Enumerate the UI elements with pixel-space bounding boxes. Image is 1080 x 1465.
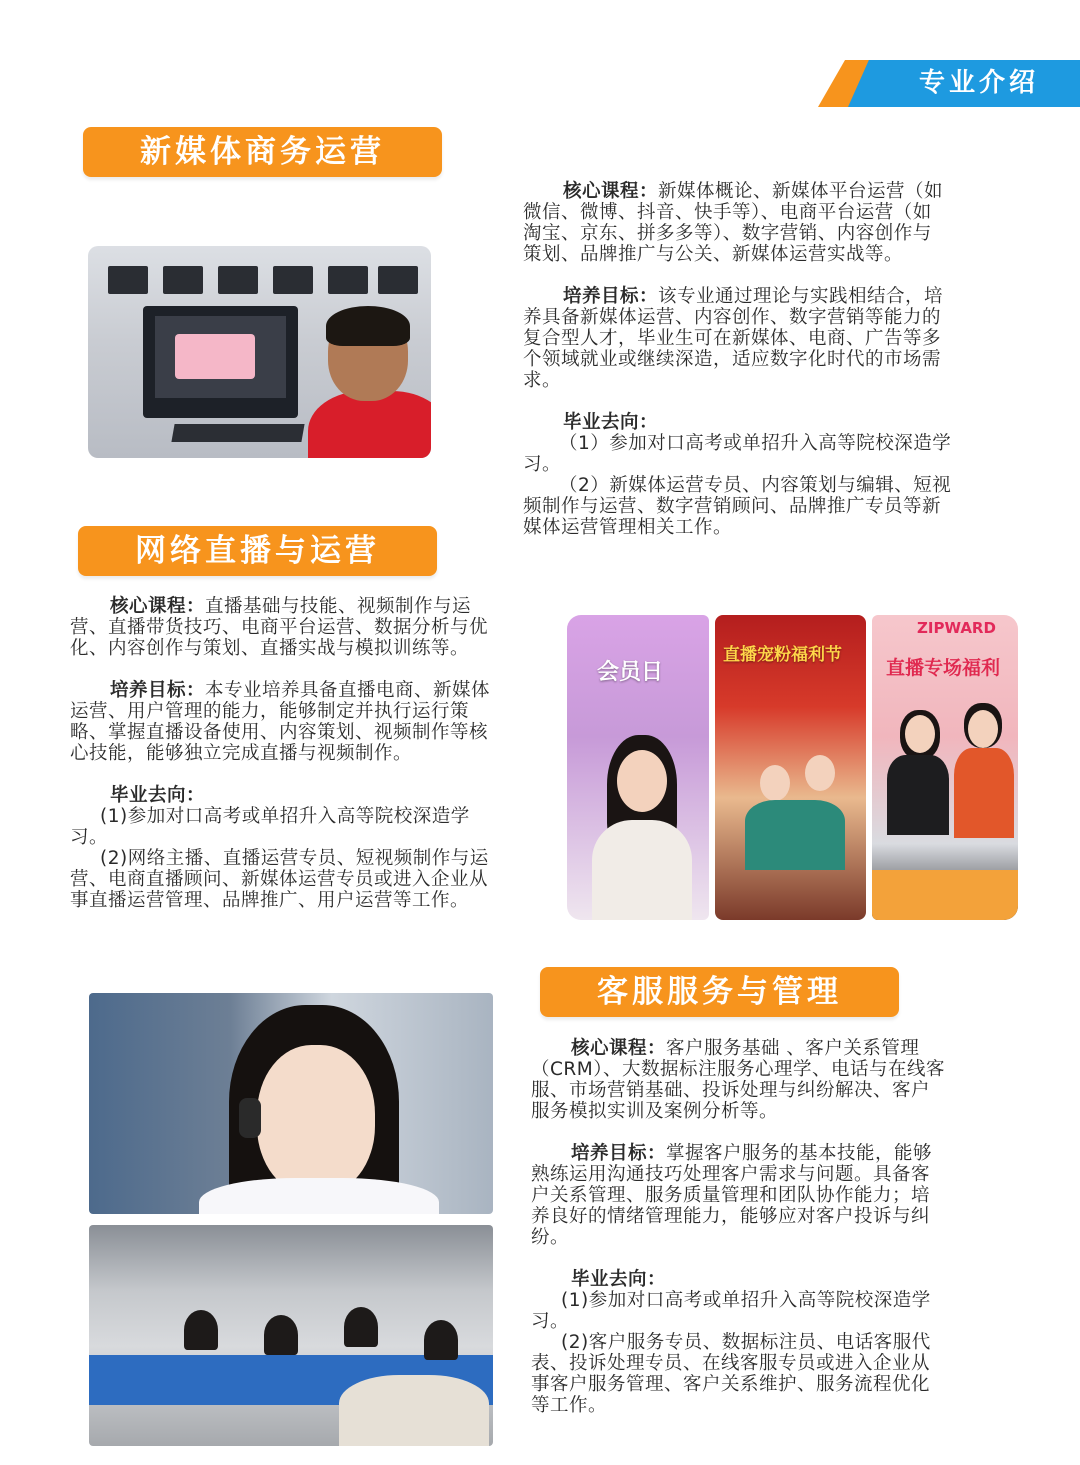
livestream-screenshot-3: ZIPWARD 直播专场福利 (872, 615, 1018, 920)
career-heading: 毕业去向： (563, 412, 659, 433)
livestream-screenshot-2: 直播宠粉福利节 (715, 615, 866, 920)
section1-title: 新媒体商务运营 (83, 127, 442, 177)
call-center-classroom-photo (89, 1225, 493, 1446)
tab-label: 专业介绍 (918, 68, 1039, 98)
section3-title: 客服服务与管理 (540, 967, 899, 1017)
livestream-screenshot-1: 会员日 (567, 615, 709, 920)
section2-text: 核心课程：直播基础与技能、视频制作与运 营、直播带货技巧、电商平台运营、数据分析与优 化、内容创作与策划、直播实战与模拟训练等。 培养目标：本专业培养具备直播电商、新媒体 运营、用户管理的能力，能够制定并执行运行策 略、掌握直播设备使用、内容策划、视频制作等核 心技能，能够独立完成直播与视频制作。 毕业去向： (1)参加对口高考或单招升入高等院校深造学 习。 (2)网络主播、直播运营专员、短视频制作与运 营、电商直播顾问、新媒体运营专员或进入企业从 事直播运营管理、品牌推广、用户运营等工作。 (70, 596, 491, 911)
section3-text: 核心课程：客户服务基础 、客户关系管理 （CRM）、大数据标注服务心理学、电话与在线客 服、市场营销基础、投诉处理与纠纷解决、客户 服务模拟实训及案例分析等。 培养目标：掌握客户服务的基本技能，能够 熟练运用沟通技巧处理客户需求与问题。具备客 户关系管理、服务质量管理和团队协作能力；培 养良好的情绪管理能力，能够应对客户投诉与纠 纷。 毕业去向： (1)参加对口高考或单招升入高等院校深造学 习。 (2)客户服务专员、数据标注员、电话客服代 表、投诉处理专员、在线客服专员或进入企业从 事客户服务管理、客户关系维护、服务流程优化 等工作。 (531, 1038, 945, 1416)
section-tab (818, 60, 1080, 107)
section2-title: 网络直播与运营 (78, 526, 437, 576)
classroom-photo (88, 246, 431, 458)
customer-service-agent-photo (89, 993, 493, 1214)
core-heading: 核心课程： (563, 181, 659, 202)
section1-text: 核心课程：新媒体概论、新媒体平台运营（如 微信、微博、抖音、快手等）、电商平台运营（如 淘宝、京东、拼多多等）、数字营销、内容创作与 策划、品牌推广与公关、新媒体运营实战等。 培养目标：该专业通过理论与实践相结合，培 养具备新媒体运营、内容创作、数字营销等能力的 复合型人才，毕业生可在新媒体、电商、广告等多 个领域就业或继续深造，适应数字化时代的市场需 求。 毕业去向： （1）参加对口高考或单招升入高等院校深造学 习。 （2）新媒体运营专员、内容策划与编辑、短视 频制作与运营、数字营销顾问、品牌推广专员等新 媒体运营管理相关工作。 (523, 181, 1013, 559)
goal-heading: 培养目标： (563, 286, 659, 307)
